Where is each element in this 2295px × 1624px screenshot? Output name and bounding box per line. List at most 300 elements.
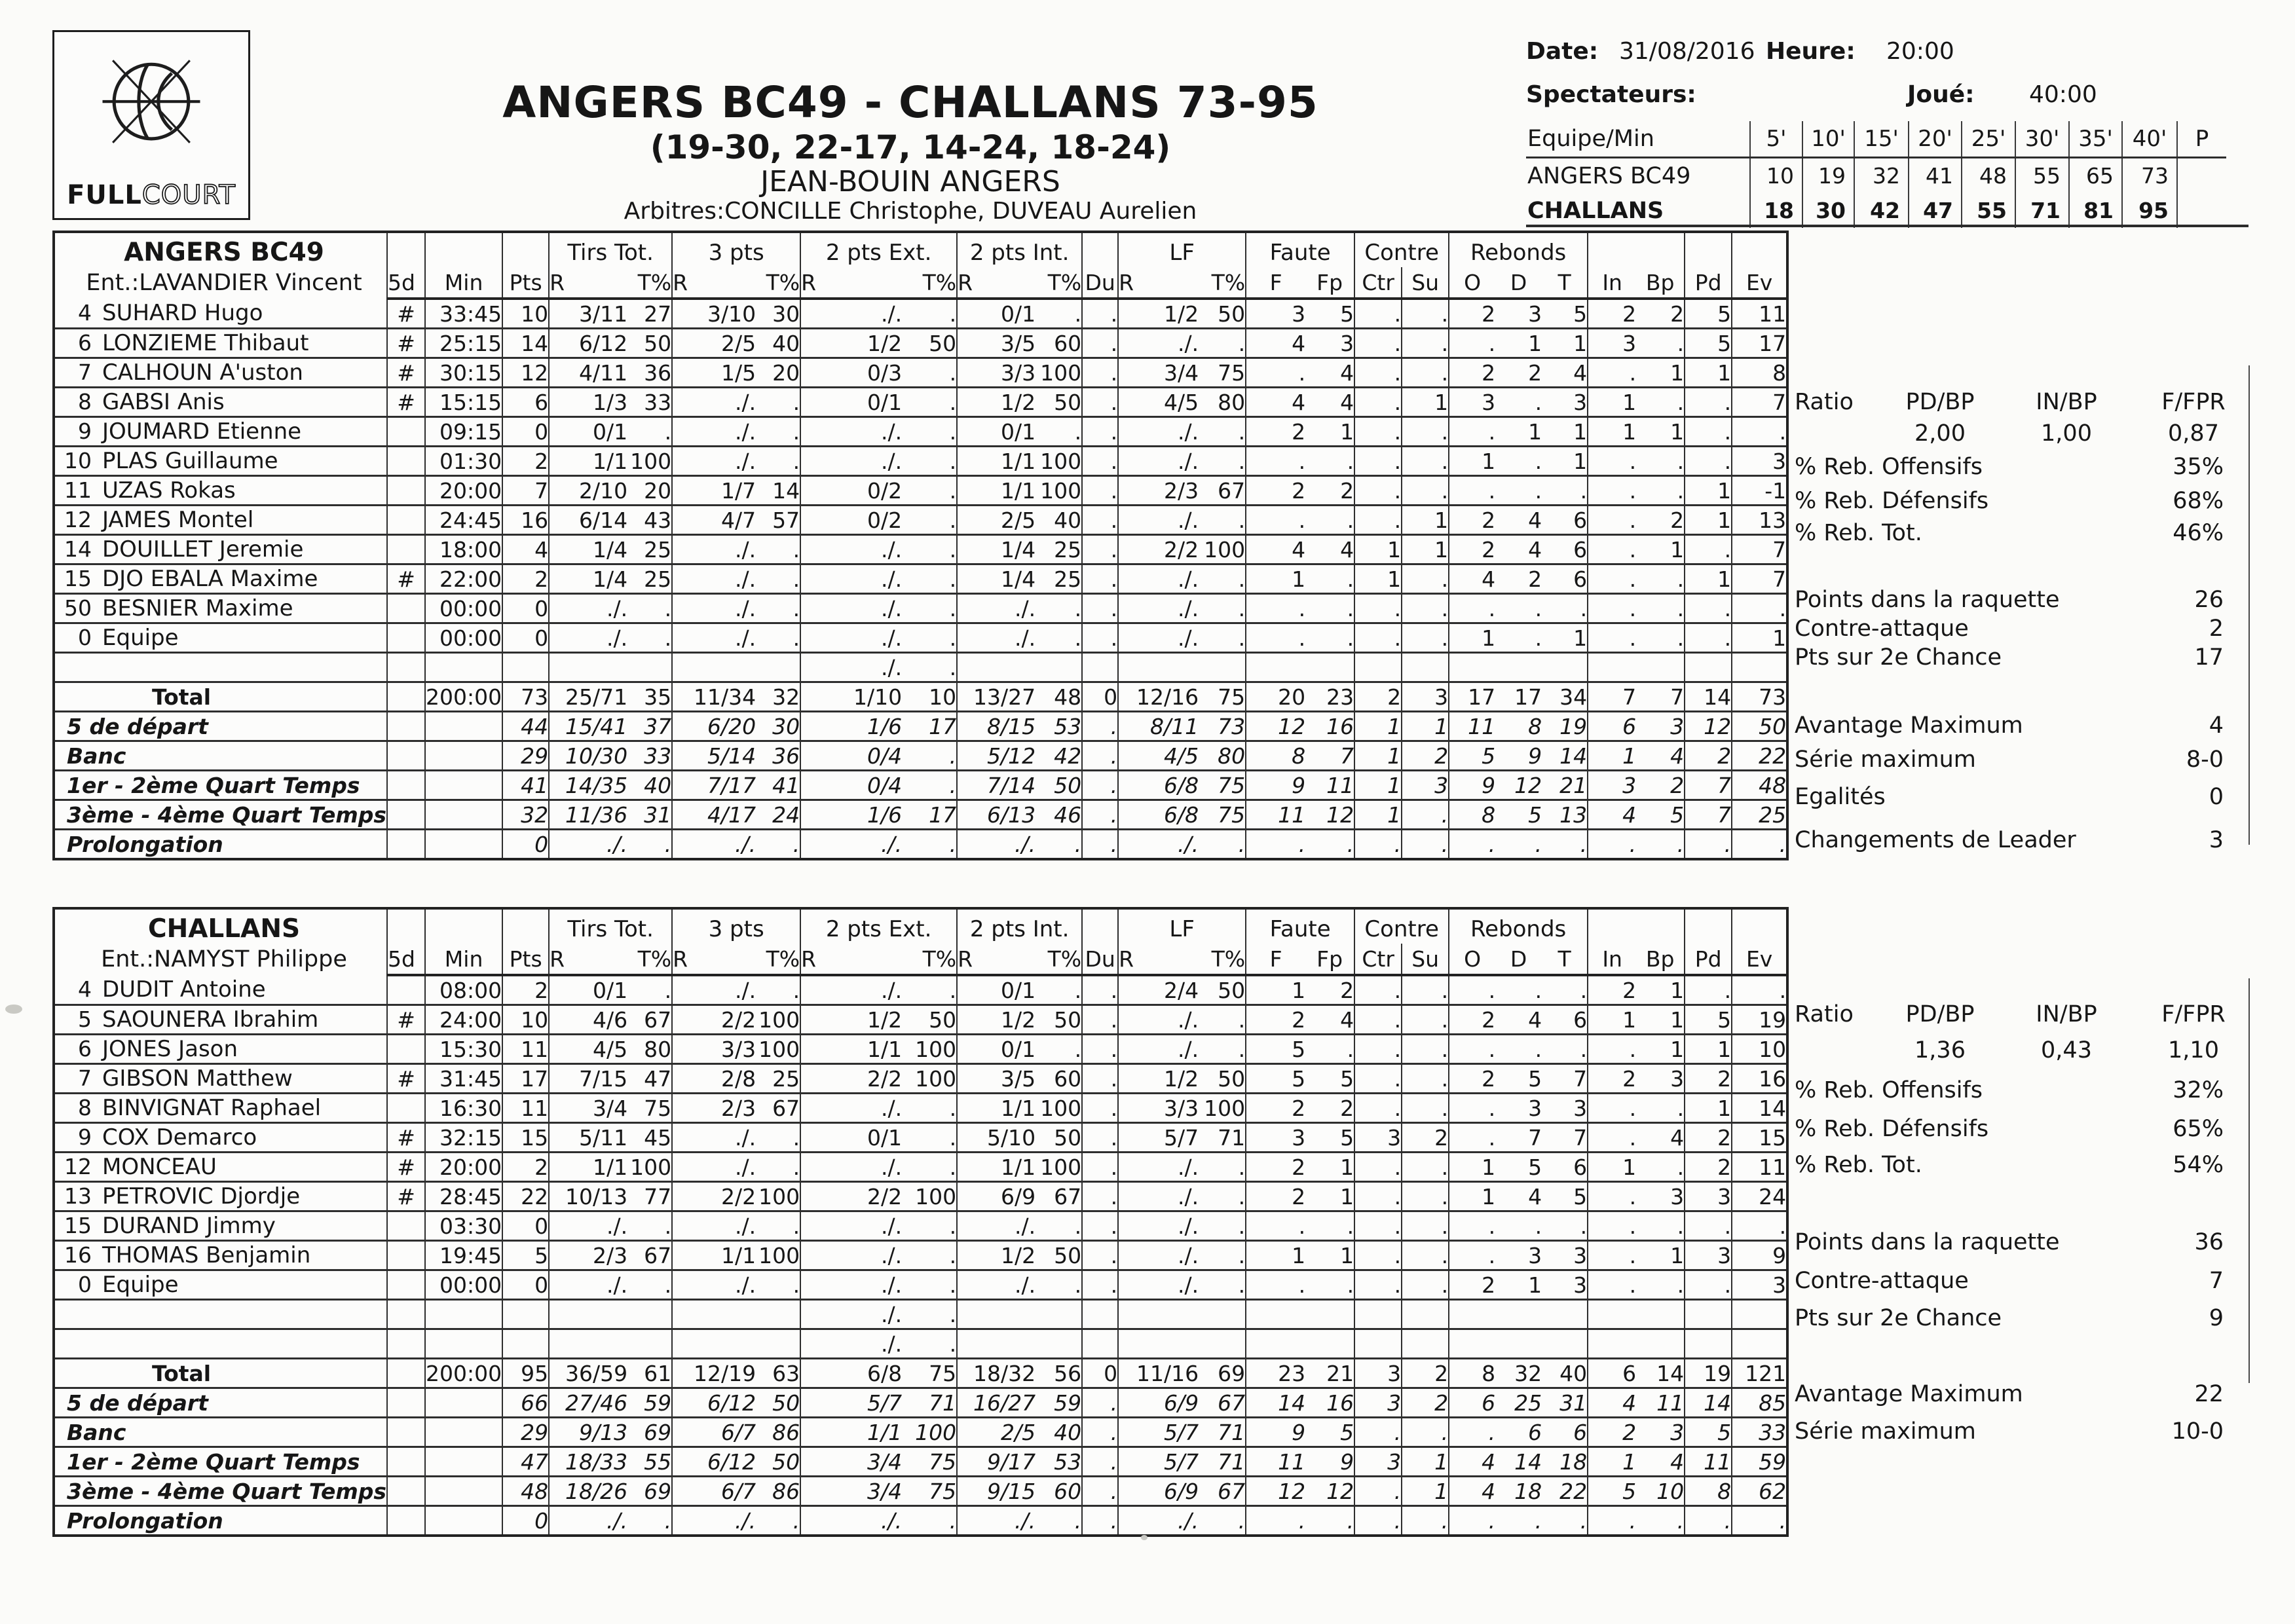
stat-cell: 50 bbox=[627, 329, 672, 358]
stat-cell: 2 bbox=[1482, 1006, 1496, 1033]
group-header-spacer bbox=[387, 908, 425, 944]
stat-cell: 0/1 bbox=[593, 977, 628, 1003]
column-header: T% bbox=[902, 944, 957, 975]
stat-cell bbox=[672, 1300, 756, 1329]
stat-cell: . bbox=[1402, 1211, 1449, 1241]
stat-cell: . bbox=[902, 388, 957, 417]
stat-cell bbox=[425, 1329, 502, 1359]
stat-cell: . bbox=[1402, 975, 1449, 1005]
panel-stat-label: Contre-attaque bbox=[1795, 616, 1969, 642]
column-header: R bbox=[800, 267, 902, 299]
panel-stat-value: 68% bbox=[2173, 488, 2224, 514]
stat-cell: 8 bbox=[1528, 713, 1542, 739]
stat-cell: 67 bbox=[1199, 476, 1246, 506]
stat-cell: . bbox=[902, 476, 957, 506]
panel-stat-label: % Reb. Défensifs bbox=[1795, 488, 1989, 514]
stat-cell: 00:00 bbox=[425, 623, 502, 653]
stat-cell: 95 bbox=[502, 1359, 549, 1388]
minute-tick: 15' bbox=[1854, 121, 1909, 158]
stat-cell: 2/10 bbox=[579, 477, 628, 504]
stat-cell: 1/1 bbox=[867, 1419, 903, 1445]
stat-cell: 7 bbox=[502, 476, 549, 506]
stat-cell: 73 bbox=[502, 682, 549, 712]
stat-cell: 2 bbox=[1685, 1123, 1732, 1153]
stat-cell: . bbox=[1036, 1506, 1082, 1536]
stat-cell bbox=[549, 1300, 627, 1329]
stat-cell: . bbox=[1685, 447, 1732, 476]
stat-cell: 12 bbox=[1685, 712, 1732, 741]
stat-cell bbox=[1354, 653, 1402, 682]
panel-stat-label: Série maximum bbox=[1795, 747, 1976, 773]
stat-cell: 75 bbox=[1199, 771, 1246, 800]
player-row bbox=[54, 594, 1787, 623]
stat-cell: . bbox=[1488, 1242, 1496, 1268]
stat-cell bbox=[387, 1211, 425, 1241]
stat-cell: 5/12 bbox=[987, 743, 1036, 769]
score-progression-row bbox=[1526, 193, 2226, 228]
group-header: 2 pts Int. bbox=[957, 232, 1082, 267]
group-header: Contre bbox=[1354, 908, 1449, 944]
stat-cell: . bbox=[1082, 388, 1118, 417]
stat-cell: 20:00 bbox=[425, 476, 502, 506]
stat-cell: 3 bbox=[1354, 1447, 1402, 1477]
fullcourt-logo bbox=[52, 30, 250, 220]
stat-cell: 17 bbox=[1514, 684, 1542, 710]
stat-cell: 11 bbox=[1468, 713, 1496, 739]
player-name: BESNIER Maxime bbox=[102, 595, 293, 621]
stat-cell: 17 bbox=[1468, 684, 1496, 710]
stat-cell: 6 bbox=[1528, 1419, 1542, 1445]
stat-cell: 44 bbox=[502, 712, 549, 741]
stat-cell: 6/8 bbox=[1164, 772, 1199, 798]
stat-cell: 53 bbox=[1036, 1447, 1082, 1477]
stat-cell: . bbox=[1036, 417, 1082, 447]
stat-cell: 6/12 bbox=[707, 1390, 756, 1416]
stat-cell: 5/7 bbox=[1164, 1124, 1199, 1151]
stat-cell: . bbox=[1354, 299, 1402, 329]
stat-cell: 66 bbox=[502, 1388, 549, 1418]
group-header-spacer bbox=[1685, 232, 1732, 267]
stat-cell: 80 bbox=[1199, 388, 1246, 417]
column-header: R bbox=[957, 267, 1036, 299]
stat-cell: 7 bbox=[1622, 684, 1637, 710]
stat-cell: 2 bbox=[502, 447, 549, 476]
stat-cell: . bbox=[1488, 418, 1496, 445]
stat-cell: . bbox=[1036, 975, 1082, 1005]
column-header: T% bbox=[627, 944, 672, 975]
stat-cell: 32 bbox=[502, 800, 549, 830]
stat-cell: 1 bbox=[1402, 535, 1449, 564]
ratio-header: PD/BP bbox=[1905, 389, 1975, 415]
player-row bbox=[54, 388, 1787, 417]
stat-cell: ./. bbox=[1178, 1006, 1199, 1033]
stat-cell: 3 bbox=[1542, 1241, 1588, 1270]
stat-cell: 1 bbox=[1292, 977, 1306, 1003]
stat-cell bbox=[1588, 1329, 1636, 1359]
stat-cell: . bbox=[756, 447, 800, 476]
stat-cell: 1 bbox=[1354, 712, 1402, 741]
player-row bbox=[54, 476, 1787, 506]
stat-cell: ./. bbox=[735, 1272, 756, 1298]
stat-cell: . bbox=[1199, 623, 1246, 653]
stat-cell: ./. bbox=[1178, 1213, 1199, 1239]
minute-tick: 5' bbox=[1750, 121, 1802, 158]
group-header-spacer bbox=[1588, 232, 1685, 267]
stat-cell: ./. bbox=[1178, 418, 1199, 445]
stat-cell bbox=[387, 800, 425, 830]
stat-cell: 2 bbox=[1482, 536, 1496, 563]
stat-cell: 33:45 bbox=[425, 299, 502, 329]
group-header-spacer bbox=[502, 908, 549, 944]
summary-label: Prolongation bbox=[54, 1506, 387, 1536]
stat-cell: 2 bbox=[1305, 975, 1354, 1005]
stat-cell bbox=[1636, 1300, 1685, 1329]
stat-cell: 5 bbox=[1685, 329, 1732, 358]
stat-cell: ./. bbox=[1178, 1507, 1199, 1534]
stat-cell bbox=[425, 741, 502, 771]
stat-cell: 4 bbox=[1528, 536, 1542, 563]
group-header-spacer bbox=[425, 232, 502, 267]
stat-cell bbox=[1082, 1329, 1118, 1359]
stat-cell: 11 bbox=[1305, 771, 1354, 800]
column-header: R bbox=[549, 944, 627, 975]
stat-cell: 61 bbox=[627, 1359, 672, 1388]
stat-cell: 14 bbox=[756, 476, 800, 506]
stat-cell: 2 bbox=[1622, 301, 1637, 327]
stat-cell: . bbox=[1636, 1211, 1685, 1241]
stat-cell: 100 bbox=[1036, 476, 1082, 506]
stat-cell: . bbox=[756, 1506, 800, 1536]
stat-cell: 1 bbox=[1402, 712, 1449, 741]
column-header: Ctr bbox=[1354, 267, 1402, 299]
panel-stat-value: 35% bbox=[2173, 454, 2224, 480]
group-header: LF bbox=[1118, 908, 1246, 944]
stat-cell: 5/7 bbox=[867, 1390, 903, 1416]
stat-cell: ./. bbox=[1015, 831, 1036, 857]
stat-cell bbox=[387, 830, 425, 860]
stat-cell: 2 bbox=[1622, 1065, 1637, 1092]
stat-cell: 100 bbox=[1199, 535, 1246, 564]
stat-cell: 2 bbox=[1292, 1154, 1306, 1180]
minute-tick: P bbox=[2177, 121, 2226, 158]
stat-cell: 7/15 bbox=[579, 1065, 628, 1092]
column-header: T% bbox=[1199, 267, 1246, 299]
stat-cell: . bbox=[1305, 1035, 1354, 1064]
stat-cell: 1/2 bbox=[867, 1006, 903, 1033]
stat-cell: ./. bbox=[735, 536, 756, 563]
stat-cell: 3/4 bbox=[1164, 360, 1199, 386]
stat-cell: . bbox=[1535, 625, 1542, 651]
stat-cell: 100 bbox=[902, 1418, 957, 1447]
stat-cell: ./. bbox=[881, 1095, 903, 1121]
summary-label: 3ème - 4ème Quart Temps bbox=[54, 1477, 387, 1506]
column-header: Min bbox=[425, 267, 502, 299]
stat-cell bbox=[387, 1447, 425, 1477]
stat-cell bbox=[387, 1035, 425, 1064]
stat-cell: . bbox=[1636, 564, 1685, 594]
stat-cell: . bbox=[1402, 358, 1449, 388]
stat-cell: 33 bbox=[627, 741, 672, 771]
stat-cell bbox=[1354, 1300, 1402, 1329]
stat-cell: 3/3 bbox=[1164, 1095, 1199, 1121]
minute-tick: 10' bbox=[1802, 121, 1854, 158]
stat-cell: ./. bbox=[1015, 625, 1036, 651]
stat-cell: . bbox=[902, 417, 957, 447]
coach-name: Ent.:LAVANDIER Vincent bbox=[86, 270, 362, 296]
stat-cell bbox=[1305, 1300, 1354, 1329]
stat-cell: ./. bbox=[1178, 595, 1199, 621]
stat-cell: ./. bbox=[1178, 1036, 1199, 1062]
stat-cell: . bbox=[1535, 1507, 1542, 1534]
column-header: R bbox=[672, 944, 756, 975]
team-header bbox=[54, 232, 387, 299]
stat-cell: . bbox=[1685, 1270, 1732, 1300]
player-name: BINVIGNAT Raphael bbox=[102, 1095, 322, 1121]
stat-cell: . bbox=[1354, 1094, 1402, 1123]
summary-label: Total bbox=[54, 682, 387, 712]
stat-cell: . bbox=[756, 975, 800, 1005]
stat-cell: # bbox=[387, 1123, 425, 1153]
stat-cell bbox=[425, 800, 502, 830]
stat-cell bbox=[1246, 1300, 1305, 1329]
stat-cell: 0/1 bbox=[1001, 1036, 1036, 1062]
stat-cell: 5 bbox=[1305, 299, 1354, 329]
stat-cell: . bbox=[1629, 1507, 1637, 1534]
column-header: Fp bbox=[1305, 944, 1354, 975]
stat-cell: 50 bbox=[1036, 771, 1082, 800]
stat-cell: 3/3 bbox=[1001, 360, 1036, 386]
stat-cell: . bbox=[1629, 625, 1637, 651]
stat-cell: . bbox=[1199, 594, 1246, 623]
stat-cell: ./. bbox=[735, 1124, 756, 1151]
stat-cell: 00:00 bbox=[425, 1270, 502, 1300]
stat-cell: 6/9 bbox=[1164, 1478, 1199, 1504]
stat-cell: 67 bbox=[756, 1094, 800, 1123]
stat-cell: 13 bbox=[1542, 800, 1588, 830]
filler-row bbox=[54, 653, 1787, 682]
stat-cell: . bbox=[1542, 594, 1588, 623]
stat-cell: # bbox=[387, 329, 425, 358]
stat-cell bbox=[425, 830, 502, 860]
team-name: CHALLANS bbox=[147, 914, 301, 944]
stat-cell: . bbox=[902, 653, 957, 682]
stat-cell bbox=[387, 1477, 425, 1506]
stat-cell: 2 bbox=[1482, 360, 1496, 386]
stat-cell: . bbox=[1082, 506, 1118, 535]
stat-cell: . bbox=[902, 358, 957, 388]
stat-cell: 16 bbox=[1305, 712, 1354, 741]
player-name-cell bbox=[54, 1005, 387, 1035]
stat-cell bbox=[1685, 653, 1732, 682]
team-name-cell: CHALLANS bbox=[1527, 197, 1664, 224]
stat-cell: . bbox=[1082, 358, 1118, 388]
stat-cell: . bbox=[1402, 1035, 1449, 1064]
stat-cell: 5/7 bbox=[1164, 1419, 1199, 1445]
quarter-scores: (19-30, 22-17, 14-24, 18-24) bbox=[650, 128, 1171, 166]
stat-cell: . bbox=[1082, 594, 1118, 623]
stat-cell: 6/7 bbox=[721, 1419, 756, 1445]
panel-stat-value: 8-0 bbox=[2186, 747, 2224, 773]
stat-cell: 6 bbox=[1542, 506, 1588, 535]
stat-cell: 21 bbox=[1542, 771, 1588, 800]
stat-cell: 75 bbox=[902, 1477, 957, 1506]
stat-cell: . bbox=[1082, 712, 1118, 741]
stat-cell: . bbox=[1199, 1005, 1246, 1035]
stat-cell: 2 bbox=[1402, 1359, 1449, 1388]
group-header: 3 pts bbox=[672, 232, 800, 267]
stat-cell: 3 bbox=[1542, 1270, 1588, 1300]
score-cell: 71 bbox=[2015, 193, 2069, 228]
stat-cell: 50 bbox=[1199, 299, 1246, 329]
stat-cell: ./. bbox=[735, 977, 756, 1003]
player-row bbox=[54, 1270, 1787, 1300]
stat-cell: 7 bbox=[1305, 741, 1354, 771]
date-label: Date: bbox=[1526, 38, 1599, 65]
stat-cell: . bbox=[1082, 535, 1118, 564]
stat-cell bbox=[1118, 1329, 1199, 1359]
column-header: O bbox=[1449, 267, 1495, 299]
stat-cell: 69 bbox=[627, 1477, 672, 1506]
ratio-header: PD/BP bbox=[1905, 1001, 1975, 1027]
stat-cell: . bbox=[1402, 800, 1449, 830]
stat-cell bbox=[1036, 1329, 1082, 1359]
stat-cell: . bbox=[1685, 417, 1732, 447]
stat-cell: 69 bbox=[1199, 1359, 1246, 1388]
player-name: CALHOUN A'uston bbox=[102, 360, 303, 386]
stat-cell: 15/41 bbox=[565, 713, 628, 739]
stat-cell: 22 bbox=[502, 1182, 549, 1211]
score-cell: 32 bbox=[1854, 158, 1909, 194]
stat-cell: 14 bbox=[1542, 741, 1588, 771]
stat-cell: 18/26 bbox=[565, 1478, 628, 1504]
panel-stat-label: Avantage Maximum bbox=[1795, 1381, 2023, 1407]
stat-cell: 15:30 bbox=[425, 1035, 502, 1064]
column-header: T bbox=[1542, 267, 1588, 299]
stat-cell: 19 bbox=[1732, 1005, 1787, 1035]
panel-stat-label: % Reb. Tot. bbox=[1795, 1152, 1922, 1178]
stat-cell: 75 bbox=[627, 1094, 672, 1123]
stat-cell: . bbox=[1082, 1035, 1118, 1064]
stat-cell: . bbox=[1354, 1035, 1402, 1064]
stat-cell: 2 bbox=[1685, 1153, 1732, 1182]
stat-cell: 17 bbox=[902, 800, 957, 830]
stat-cell: 40 bbox=[1036, 506, 1082, 535]
stat-cell bbox=[387, 653, 425, 682]
stat-cell: ./. bbox=[881, 566, 903, 592]
stat-cell: 50 bbox=[1199, 975, 1246, 1005]
stat-cell bbox=[54, 1300, 387, 1329]
player-number: 4 bbox=[78, 300, 92, 325]
stat-cell: 6 bbox=[1542, 1418, 1588, 1447]
stat-cell: 2/2 bbox=[867, 1065, 903, 1092]
stat-cell: 34 bbox=[1542, 682, 1588, 712]
stat-cell: 1/4 bbox=[1001, 566, 1036, 592]
stat-cell: 29 bbox=[502, 1418, 549, 1447]
stat-cell bbox=[957, 653, 1036, 682]
summary-label: Total bbox=[54, 1359, 387, 1388]
stat-cell: 4 bbox=[1636, 1447, 1685, 1477]
player-name: DOUILLET Jeremie bbox=[102, 536, 304, 563]
summary-row bbox=[54, 1388, 1787, 1418]
stat-cell: . bbox=[1305, 830, 1354, 860]
stat-cell: . bbox=[1354, 830, 1402, 860]
stat-cell: ./. bbox=[1178, 507, 1199, 533]
stat-cell: 10 bbox=[502, 299, 549, 329]
panel-rule-angers bbox=[2248, 365, 2250, 845]
player-name: MONCEAU bbox=[102, 1154, 217, 1180]
team-name-cell: ANGERS BC49 bbox=[1527, 162, 1691, 189]
stat-cell: . bbox=[902, 506, 957, 535]
stat-cell: 1 bbox=[1685, 358, 1732, 388]
stat-cell: . bbox=[1732, 1506, 1787, 1536]
stat-cell: . bbox=[1629, 1036, 1637, 1062]
stat-cell: . bbox=[1354, 1153, 1402, 1182]
stat-cell: ./. bbox=[1178, 1242, 1199, 1268]
stat-cell: . bbox=[902, 741, 957, 771]
column-header: T% bbox=[1199, 944, 1246, 975]
stat-cell: . bbox=[1082, 1153, 1118, 1182]
stat-cell: . bbox=[1542, 1035, 1588, 1064]
stat-cell: . bbox=[1305, 1270, 1354, 1300]
stat-cell: . bbox=[1636, 476, 1685, 506]
stat-cell bbox=[387, 506, 425, 535]
stat-cell: . bbox=[1636, 1153, 1685, 1182]
stat-cell: . bbox=[1535, 1036, 1542, 1062]
player-row bbox=[54, 975, 1787, 1005]
stat-cell: 22:00 bbox=[425, 564, 502, 594]
player-row bbox=[54, 1153, 1787, 1182]
stat-cell: 6 bbox=[502, 388, 549, 417]
stat-cell: 11/16 bbox=[1136, 1360, 1199, 1386]
player-name: DJO EBALA Maxime bbox=[102, 566, 318, 592]
stat-cell bbox=[1199, 1329, 1246, 1359]
stat-cell bbox=[957, 1300, 1036, 1329]
stat-cell: 8 bbox=[1732, 358, 1787, 388]
stat-cell: 3 bbox=[1354, 1388, 1402, 1418]
stat-cell bbox=[54, 1329, 387, 1359]
column-header: T% bbox=[1036, 267, 1082, 299]
stat-cell: ./. bbox=[606, 1272, 628, 1298]
stat-cell: 1 bbox=[1354, 535, 1402, 564]
stat-cell: 30 bbox=[756, 712, 800, 741]
stat-cell: 3 bbox=[1354, 1123, 1402, 1153]
stat-cell: 5/14 bbox=[707, 743, 756, 769]
stat-cell bbox=[1732, 1329, 1787, 1359]
stat-cell: . bbox=[1732, 417, 1787, 447]
stat-cell: 23 bbox=[1305, 682, 1354, 712]
player-number: 13 bbox=[64, 1183, 92, 1209]
stat-cell bbox=[425, 653, 502, 682]
stat-cell: 2/2 bbox=[721, 1183, 756, 1209]
stat-cell: . bbox=[1354, 1005, 1402, 1035]
stat-cell: 5 bbox=[1542, 299, 1588, 329]
stat-cell: 1/5 bbox=[721, 360, 756, 386]
heure-value: 20:00 bbox=[1886, 38, 1954, 65]
stat-cell: 2/2 bbox=[1164, 536, 1199, 563]
stat-cell: 1 bbox=[1685, 506, 1732, 535]
stat-cell: 0 bbox=[1082, 1359, 1118, 1388]
player-number: 0 bbox=[78, 625, 92, 650]
column-header: R bbox=[1118, 944, 1199, 975]
stat-cell: . bbox=[1636, 830, 1685, 860]
summary-row bbox=[54, 1447, 1787, 1477]
group-header: 2 pts Ext. bbox=[800, 908, 957, 944]
stat-cell bbox=[387, 712, 425, 741]
group-header: 2 pts Ext. bbox=[800, 232, 957, 267]
stat-cell: . bbox=[1629, 477, 1637, 504]
panel-stat-label: Egalités bbox=[1795, 784, 1886, 810]
player-row bbox=[54, 564, 1787, 594]
